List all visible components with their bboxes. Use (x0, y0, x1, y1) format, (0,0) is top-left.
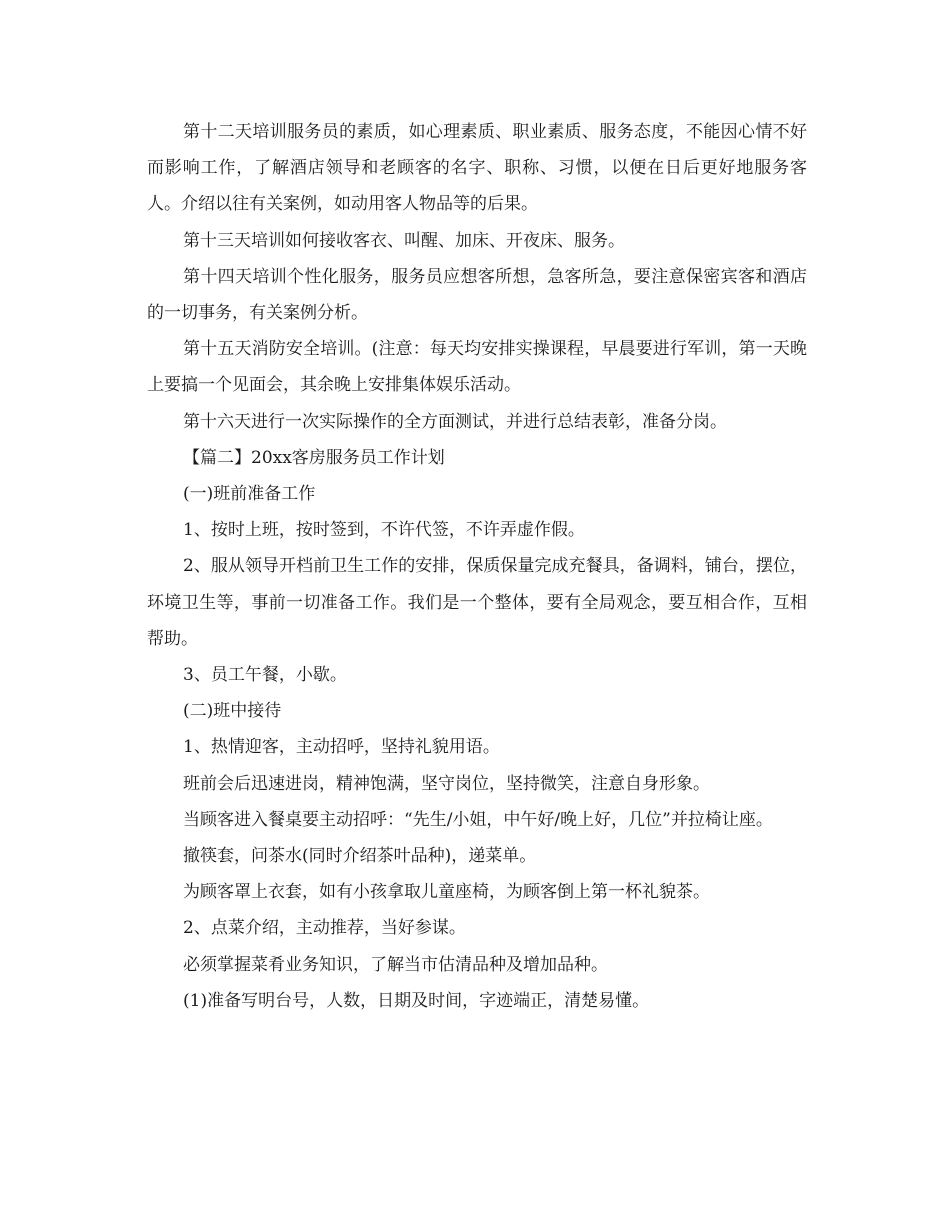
paragraph-cover: 为顾客罩上衣套，如有小孩拿取儿童座椅，为顾客倒上第一杯礼貌茶。 (183, 882, 710, 903)
paragraph-day14: 第十四天培训个性化服务，服务员应想客所想，急客所急，要注意保密宾客和酒店的一切事务，有关案例分析。 (147, 266, 807, 324)
list-item-3: 3、员工午餐，小歇。 (183, 665, 347, 686)
list-item-1: 1、按时上班，按时签到，不许代签，不许弄虚作假。 (183, 520, 585, 541)
list-item-2: 2、服从领导开档前卫生工作的安排，保质保量完成充餐具，备调料，铺台，摆位，环境卫生等，事前一切准备工作。我们是一个整体，要有全局观念，要互相合作，互相帮助。 (147, 556, 807, 649)
paragraph-day12: 第十二天培训服务员的素质，如心理素质、职业素质、服务态度，不能因心情不好而影响工作，了解酒店领导和老顾客的名字、职称、习惯，以便在日后更好地服务客人。介绍以往有关案例，如动用客人物品等的后果。 (147, 122, 807, 215)
document-body (147, 114, 807, 1019)
subheading-pre-shift: (一)班前准备工作 (183, 484, 316, 505)
paragraph-tea: 撤筷套，问茶水(同时介绍茶叶品种)，递菜单。 (183, 846, 537, 867)
list-item-welcome: 1、热情迎客，主动招呼，坚持礼貌用语。 (183, 737, 500, 758)
paragraph-day13: 第十三天培训如何接收客衣、叫醒、加床、开夜床、服务。 (183, 230, 625, 251)
list-item-ordering: 2、点菜介绍，主动推荐，当好参谋。 (183, 918, 466, 939)
subheading-in-shift: (二)班中接待 (183, 701, 282, 722)
paragraph-greeting: 当顾客进入餐桌要主动招呼：“先生/小姐，中午好/晚上好，几位”并拉椅让座。 (183, 809, 773, 830)
section-heading-part2: 【篇二】20xx客房服务员工作计划 (183, 447, 445, 468)
paragraph-day16: 第十六天进行一次实际操作的全方面测试，并进行总结表彰，准备分岗。 (183, 411, 727, 432)
list-item-order-slip: (1)准备写明台号，人数，日期及时间，字迹端正，清楚易懂。 (183, 990, 650, 1011)
paragraph-post-meeting: 班前会后迅速进岗，精神饱满，坚守岗位，坚持微笑，注意自身形象。 (183, 773, 710, 794)
paragraph-day15: 第十五天消防安全培训。(注意：每天均安排实操课程，早晨要进行军训，第一天晚上要搞一个见面会，其余晚上安排集体娱乐活动。 (147, 339, 807, 396)
paragraph-menu-knowledge: 必须掌握菜肴业务知识，了解当市估清品种及增加品种。 (183, 954, 608, 975)
